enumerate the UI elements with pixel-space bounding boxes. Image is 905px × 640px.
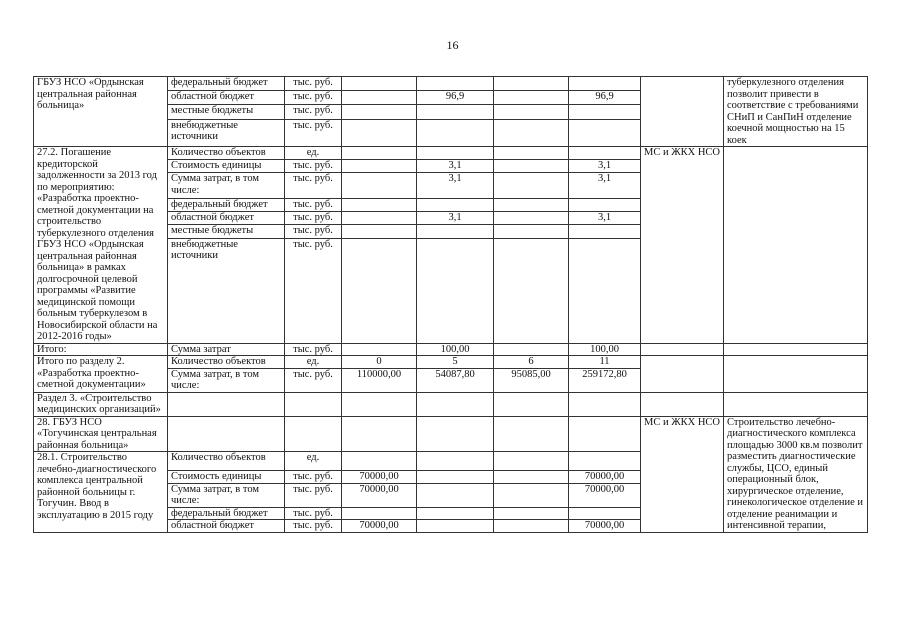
page-number: 16: [446, 38, 459, 52]
indicator-label: Количество объектов: [168, 147, 285, 160]
source-label: местные бюджеты: [168, 105, 285, 119]
source-label: федеральный бюджет: [168, 77, 285, 91]
table-row: [34, 77, 868, 91]
table-row: Стоимость единицы тыс. руб. 3,1 3,1: [34, 160, 868, 173]
indicator-label: Сумма затрат, в том числе:: [168, 173, 285, 198]
table-row: областной бюджет тыс. руб. 3,1 3,1: [34, 212, 868, 225]
executor-cell: [641, 77, 724, 147]
table-row: 27.2. Погашение кредиторской задолженности за 2013 год по мероприятию: «Разработка проектно-сметной документации на строительство туберкулезного отделения ГБУЗ НСО «Ордынская центральная районная больница» в рамках долгосрочной целевой программы «Развитие медицинской помощи больным туберкулезом в Новосибирской области на 2012-2016 годы» Количество объектов ед. МС и ЖКХ НСО: [34, 147, 868, 160]
expected-result-cell: туберкулезного отделения позволит привести в соответствие с требованиями СНиП и СанПиН отделение коечной мощностью на 15 коек: [724, 77, 868, 147]
indicator-label: Сумма затрат: [168, 343, 285, 356]
source-label: областной бюджет: [168, 212, 285, 225]
expected-result-cell: Строительство лечебно-диагностического комплекса площадью 3000 кв.м позволит разместить диагностические службы, ЦСО, единый операционный блок, хирургическое отделение, гинекологическое отделение и отделение реанимации и интенсивной терапии,: [724, 416, 868, 532]
source-label: внебюджетные источники: [168, 119, 285, 146]
expected-result-cell: [724, 147, 868, 344]
source-label: областной бюджет: [168, 91, 285, 105]
table-row: областной бюджет тыс. руб. 70000,00 70000,00: [34, 520, 868, 533]
source-label: федеральный бюджет: [168, 507, 285, 520]
table-row: [34, 416, 868, 452]
measure-name-cell: 27.2. Погашение кредиторской задолженности за 2013 год по мероприятию: «Разработка проектно-сметной документации на строительство туберкулезного отделения ГБУЗ НСО «Ордынская центральная районная больница» в рамках долгосрочной целевой программы «Развитие медицинской помощи больным туберкулезом в Новосибирской области на 2012-2016 годы»: [34, 147, 168, 344]
source-label: внебюджетные источники: [168, 238, 285, 343]
table-row: Сумма затрат, в том числе: тыс. руб. 70000,00 70000,00: [34, 483, 868, 507]
source-label: федеральный бюджет: [168, 198, 285, 211]
table-row: областной бюджет тыс. руб. 96,9 96,9: [34, 91, 868, 105]
table-row: Сумма затрат, в том числе: тыс. руб. 3,1 3,1: [34, 173, 868, 198]
source-label: областной бюджет: [168, 520, 285, 533]
value-cell: 96,9: [569, 91, 641, 105]
table-row: местные бюджеты тыс. руб.: [34, 225, 868, 238]
measure-name-cell: ГБУЗ НСО «Ордынская центральная районная больница»: [34, 77, 168, 147]
table-row: 28.1. Строительство лечебно-диагностического комплекса центральной районной больницы г. Тогучин. Ввод в эксплуатацию в 2015 году Количество объектов ед.: [34, 452, 868, 471]
table-row: Итого по разделу 2. «Разработка проектно-сметной документации» Количество объектов ед. 0 5 6 11: [34, 356, 868, 369]
table-row: внебюджетные источники тыс. руб.: [34, 119, 868, 146]
table-row: федеральный бюджет тыс. руб.: [34, 507, 868, 520]
section-total-label: Итого по разделу 2. «Разработка проектно-сметной документации»: [34, 356, 168, 393]
executor-cell: МС и ЖКХ НСО: [641, 147, 724, 344]
section-header: Раздел 3. «Строительство медицинских организаций»: [34, 392, 168, 416]
table-row: внебюджетные источники тыс. руб.: [34, 238, 868, 343]
indicator-label: Стоимость единицы: [168, 471, 285, 484]
table-row: Стоимость единицы тыс. руб. 70000,00 70000,00: [34, 471, 868, 484]
executor-cell: МС и ЖКХ НСО: [641, 416, 724, 532]
indicator-label: Количество объектов: [168, 452, 285, 471]
table-row: местные бюджеты тыс. руб.: [34, 105, 868, 119]
program-measures-table: [33, 76, 868, 533]
table-row: Сумма затрат, в том числе: тыс. руб. 110000,00 54087,80 95085,00 259172,80: [34, 368, 868, 392]
indicator-label: Количество объектов: [168, 356, 285, 369]
unit-cell: тыс. руб.: [285, 77, 342, 91]
table-row: [34, 392, 868, 416]
indicator-label: Сумма затрат, в том числе:: [168, 368, 285, 392]
measure-name-cell: 28. ГБУЗ НСО «Тогучинская центральная районная больница»: [34, 416, 168, 452]
table-row: федеральный бюджет тыс. руб.: [34, 198, 868, 211]
indicator-label: Сумма затрат, в том числе:: [168, 483, 285, 507]
total-label: Итого:: [34, 343, 168, 356]
value-cell: 96,9: [417, 91, 494, 105]
measure-name-cell: 28.1. Строительство лечебно-диагностического комплекса центральной районной больницы г. Тогучин. Ввод в эксплуатацию в 2015 году: [34, 452, 168, 533]
table-row: Итого: Сумма затрат тыс. руб. 100,00 100,00: [34, 343, 868, 356]
source-label: местные бюджеты: [168, 225, 285, 238]
indicator-label: Стоимость единицы: [168, 160, 285, 173]
